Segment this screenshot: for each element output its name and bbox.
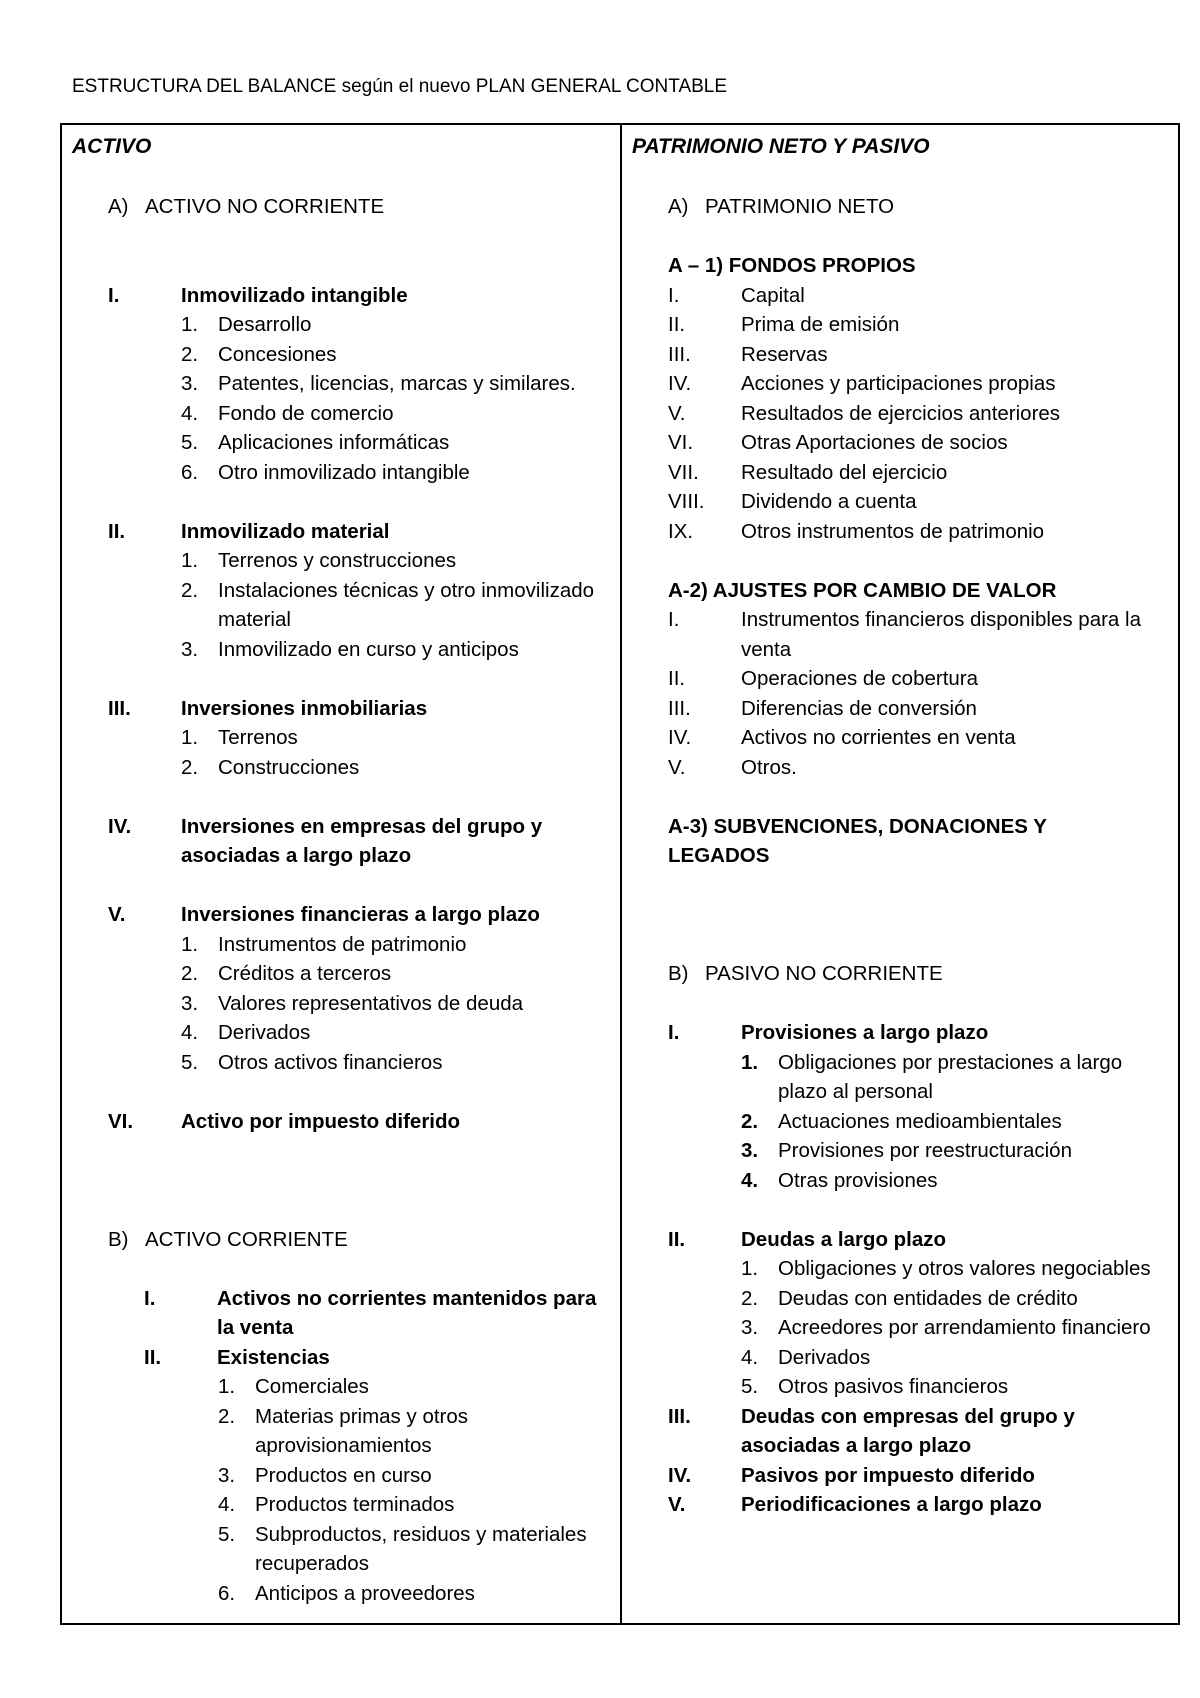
list-item: 1. Obligaciones por prestaciones a largo plazo al personal <box>741 1050 1123 1103</box>
list-item: II. Prima de emisión <box>668 313 900 336</box>
group-deudas-largo-plazo: II. Deudas a largo plazo <box>668 1227 947 1251</box>
list-item: V. Resultados de ejercicios anteriores <box>668 401 1061 425</box>
list-item: 6. Otro inmovilizado intangible <box>181 460 470 484</box>
list-item: 3. Productos en curso <box>218 1463 432 1487</box>
list-item: 5. Otros pasivos financieros <box>741 1375 1009 1398</box>
group-periodificaciones: V. Periodificaciones a largo plazo <box>668 1493 1042 1516</box>
list-item: 1. Terrenos y construcciones <box>181 549 457 572</box>
list-item: VII. Resultado del ejercicio <box>668 460 948 484</box>
list-item: 4. Derivados <box>181 1021 311 1044</box>
list-item: 1. Instrumentos de patrimonio <box>181 932 467 956</box>
list-item: 3. Provisiones por reestructuración <box>741 1139 1072 1162</box>
group-deudas-empresas-grupo: III. Deudas con empresas del grupo y asociadas a largo plazo <box>668 1404 1075 1457</box>
patrimonio-heading: PATRIMONIO NETO Y PASIVO <box>632 135 930 158</box>
activo-column <box>62 125 622 1623</box>
list-item: 5. Subproductos, residuos y materiales recuperados <box>218 1522 587 1575</box>
patrimonio-pasivo-column <box>622 125 1178 1623</box>
list-item: V. Otros. <box>668 755 797 779</box>
list-item: 2. Materias primas y otros aprovisionamientos <box>218 1404 469 1457</box>
group-inmovilizado-intangible: I. Inmovilizado intangible <box>108 283 408 307</box>
subsection-subvenciones: A-3) SUBVENCIONES, DONACIONES Y LEGADOS <box>668 814 1047 867</box>
group-existencias: II. Existencias <box>144 1345 330 1369</box>
list-item: VI. Otras Aportaciones de socios <box>668 431 1008 454</box>
section-b-activo-corriente: B) ACTIVO CORRIENTE <box>108 1227 348 1251</box>
group-provisiones-largo-plazo: I. Provisiones a largo plazo <box>668 1021 989 1044</box>
list-item: 2. Construcciones <box>181 755 360 779</box>
section-a-activo-no-corriente: A) ACTIVO NO CORRIENTE <box>108 195 385 218</box>
list-item: 4. Derivados <box>741 1345 871 1369</box>
group-inversiones-financieras: V. Inversiones financieras a largo plazo <box>108 903 540 926</box>
group-activo-impuesto-diferido: VI. Activo por impuesto diferido <box>108 1109 461 1133</box>
list-item: 3. Inmovilizado en curso y anticipos <box>181 637 519 661</box>
list-item: 4. Fondo de comercio <box>181 401 394 425</box>
section-b-pasivo-no-corriente: B) PASIVO NO CORRIENTE <box>668 962 943 985</box>
list-item: 1. Obligaciones y otros valores negociables <box>741 1257 1151 1280</box>
list-item: 2. Instalaciones técnicas y otro inmovilizado material <box>181 578 595 631</box>
list-item: IX. Otros instrumentos de patrimonio <box>668 519 1045 543</box>
list-item: II. Operaciones de cobertura <box>668 667 979 690</box>
list-item: 3. Patentes, licencias, marcas y similares. <box>181 372 576 395</box>
list-item: I. Capital <box>668 283 805 307</box>
list-item: 1. Terrenos <box>181 726 298 749</box>
group-activos-mantenidos-venta: I. Activos no corrientes mantenidos para la venta <box>144 1286 597 1339</box>
list-item: 4. Otras provisiones <box>741 1168 938 1192</box>
list-item: 4. Productos terminados <box>218 1493 455 1516</box>
list-item: 2. Créditos a terceros <box>181 962 392 985</box>
list-item: IV. Acciones y participaciones propias <box>668 372 1056 395</box>
list-item: III. Diferencias de conversión <box>668 696 977 720</box>
list-item: 6. Anticipos a proveedores <box>218 1581 475 1605</box>
list-item: IV. Activos no corrientes en venta <box>668 726 1016 749</box>
page-title: ESTRUCTURA DEL BALANCE según el nuevo PLAN GENERAL CONTABLE <box>72 76 728 97</box>
list-item: 2. Deudas con entidades de crédito <box>741 1286 1078 1310</box>
list-item: VIII. Dividendo a cuenta <box>668 490 917 513</box>
list-item: 3. Valores representativos de deuda <box>181 991 524 1015</box>
group-inversiones-grupo: IV. Inversiones en empresas del grupo y asociadas a largo plazo <box>108 814 543 867</box>
list-item: 2. Concesiones <box>181 342 337 366</box>
balance-table <box>60 123 1180 1625</box>
list-item: I. Instrumentos financieros disponibles para la venta <box>668 608 1141 661</box>
list-item: 1. Desarrollo <box>181 313 312 336</box>
list-item: 3. Acreedores por arrendamiento financiero <box>741 1316 1151 1339</box>
subsection-ajustes-cambio-valor: A-2) AJUSTES POR CAMBIO DE VALOR <box>668 578 1057 602</box>
subsection-fondos-propios: A – 1) FONDOS PROPIOS <box>668 254 916 277</box>
group-pasivos-impuesto-diferido: IV. Pasivos por impuesto diferido <box>668 1463 1035 1487</box>
activo-heading: ACTIVO <box>72 135 152 158</box>
group-inversiones-inmobiliarias: III. Inversiones inmobiliarias <box>108 696 428 720</box>
list-item: 2. Actuaciones medioambientales <box>741 1109 1062 1133</box>
list-item: 5. Otros activos financieros <box>181 1050 443 1074</box>
list-item: III. Reservas <box>668 342 828 366</box>
list-item: 5. Aplicaciones informáticas <box>181 431 450 454</box>
group-inmovilizado-material: II. Inmovilizado material <box>108 519 390 543</box>
list-item: 1. Comerciales <box>218 1375 369 1398</box>
section-a-patrimonio-neto: A) PATRIMONIO NETO <box>668 195 895 218</box>
